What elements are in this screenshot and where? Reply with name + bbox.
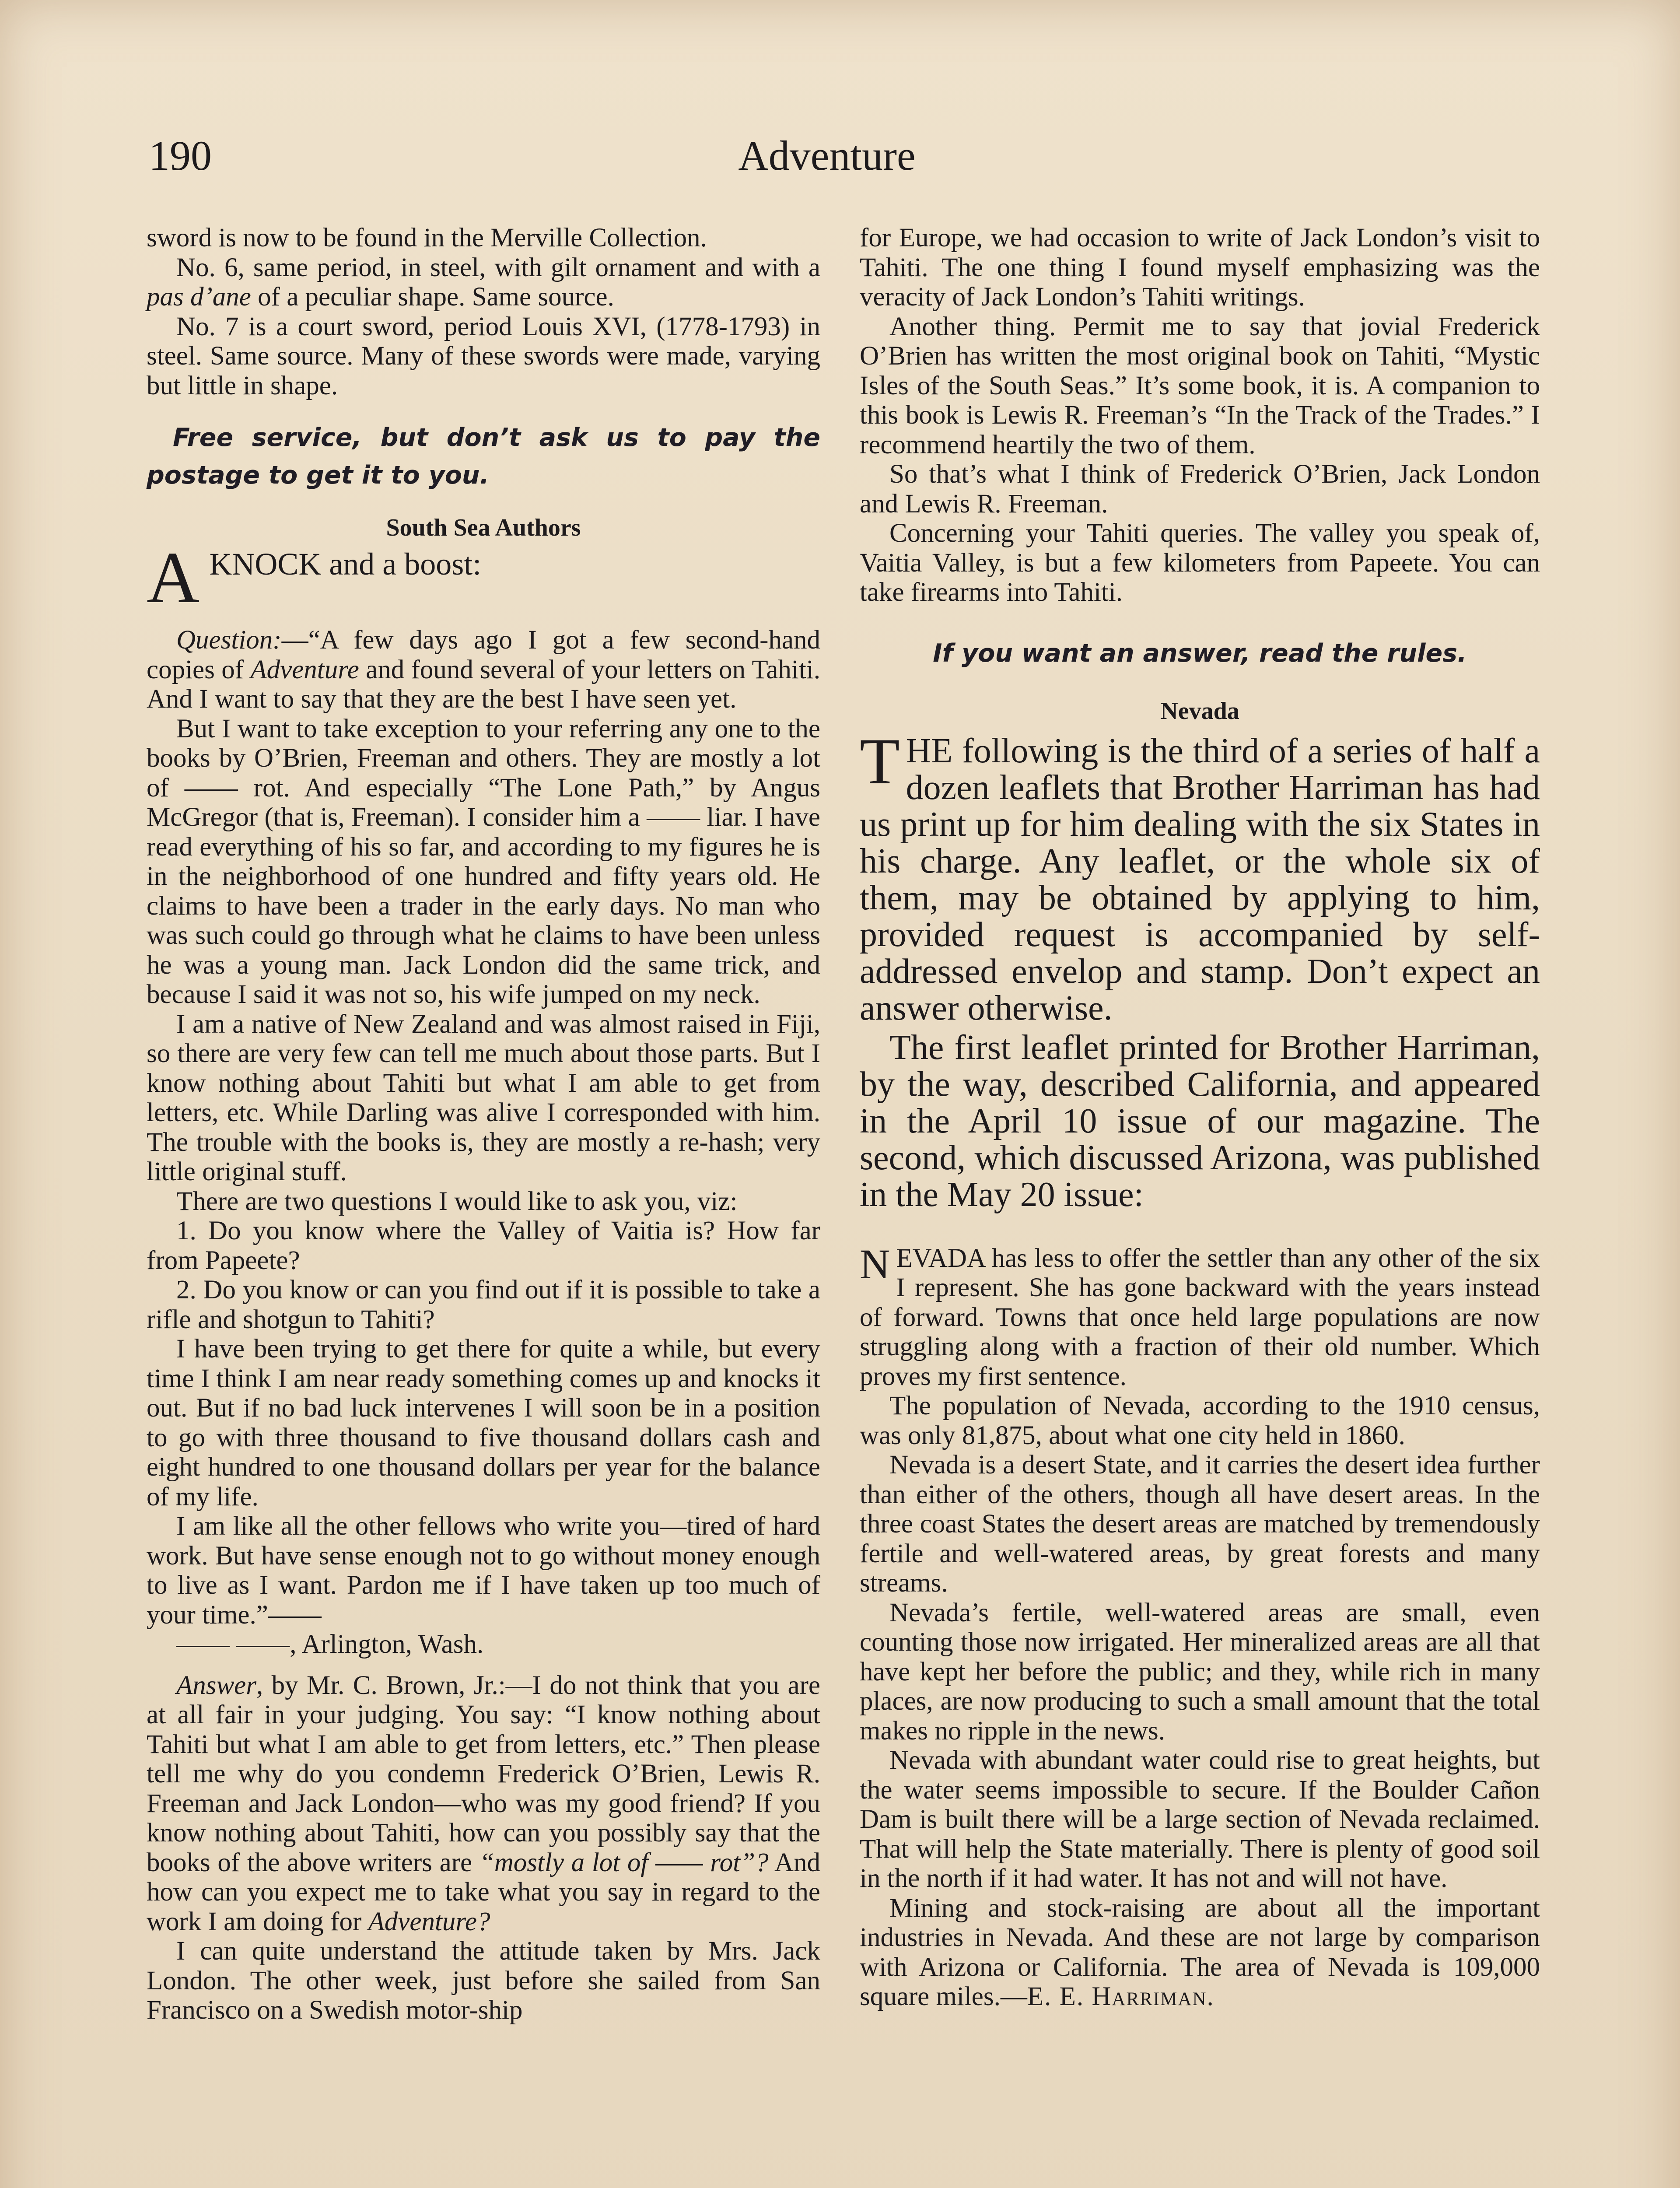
paragraph: sword is now to be found in the Merville Collection. [147, 223, 707, 252]
signature: —— ——, Arlington, Wash. [176, 1630, 484, 1659]
paragraph: 1. Do you know where the Valley of Vaitia is? How far from Papeete? [147, 1216, 820, 1275]
lead-paragraph: AKNOCK and a boost: [147, 537, 482, 618]
page-header [149, 131, 1592, 188]
drop-cap: A [147, 537, 200, 618]
section-heading-nevada: Nevada [1160, 697, 1239, 725]
paragraph: Nevada’s fertile, well-watered areas are small, even counting those now irrigated. Her mineralized areas are all that have kept her before the public; and they, while rich in many places, are now producing to such a small amount that the total makes no ripple in the news. [860, 1598, 1540, 1746]
paragraph: I am a native of New Zealand and was almost raised in Fiji, so there are very few can tell me much about those parts. But I know nothing about Tahiti but what I am able to get from letters, etc. While Darling was alive I corresponded with him. The trouble with the books is, they are mostly a re-hash; very little original stuff. [147, 1009, 820, 1186]
paragraph: So that’s what I think of Frederick O’Brien, Jack London and Lewis R. Freeman. [860, 459, 1540, 519]
paragraph: Nevada is a desert State, and it carries the desert idea further than either of the others, though all have desert areas. In the three coast States the desert areas are matched by tremendously fertile and well-watered areas, by great forests and many streams. [860, 1450, 1540, 1598]
question-paragraph: Question:—“A few days ago I got a few second-hand copies of Adventure and found several of your letters on Tahiti. And I want to say that they are the best I have seen yet. [147, 625, 820, 714]
slogan-read-the-rules: If you want an answer, read the rules. [933, 638, 1467, 668]
paragraph: 2. Do you know or can you find out if it is possible to take a rifle and shotgun to Tahiti? [147, 1275, 820, 1334]
paragraph: The population of Nevada, according to the 1910 census, was only 81,875, about what one city held in 1860. [860, 1391, 1540, 1450]
slogan-free-service: Free service, but don’t ask us to pay the postage to get it to you. [147, 423, 820, 490]
paragraph: I have been trying to get there for quite a while, but every time I think I am near ready something comes up and knocks it out. But if no bad luck intervenes I will soon be in a position to go with three thousand to five thousand dollars cash and eight hundred to one thousand dollars per year for the balance of my life. [147, 1334, 820, 1511]
paragraph: The first leaflet printed for Brother Harriman, by the way, described California, and appeared in the April 10 issue of our magazine. The second, which discussed Arizona, was published in the May 20 issue: [860, 1028, 1540, 1214]
paragraph: There are two questions I would like to ask you, viz: [176, 1186, 738, 1216]
left-column [147, 223, 820, 2025]
answer-paragraph: Answer, by Mr. C. Brown, Jr.:—I do not think that you are at all fair in your judging. You say: “I know nothing about Tahiti but what I am able to get from letters, etc.” Then please tell me why do you condemn Frederick O’Brien, Lewis R. Freeman and Jack London—who was my good friend? If you know nothing about Tahiti, how can you possibly say that the books of the above writers are “mostly a lot of —— rot”? And how can you expect me to take what you say in regard to the work I am doing for Adventure? [147, 1670, 821, 1936]
right-column [860, 223, 1540, 2012]
paragraph: Nevada with abundant water could rise to great heights, but the water seems impossible to secure. If the Boulder Cañon Dam is built there will be a large section of Nevada reclaimed. That will help the State materially. There is plenty of good soil in the north if it had water. It has not and will not have. [860, 1746, 1540, 1893]
paragraph: But I want to take exception to your referring any one to the books by O’Brien, Freeman and others. They are mostly a lot of —— rot. And especially “The Lone Path,” by Angus McGregor (that is, Freeman). I consider him a —— liar. I have read everything of his so far, and according to my figures he is in the neighborhood of one hundred and fifty years old. He claims to have been a trader in the early days. No man who was such could go through what he claims to have been unless he was a young man. Jack London did the same trick, and because I said it was not so, his wife jumped on my neck. [147, 714, 820, 1009]
leaflet-paragraph: NEVADA has less to offer the settler than any other of the six I represent. She has gone backward with the years instead of forward. Towns that once held large populations are now struggling along with a fraction of their old number. Which proves my first sentence. [860, 1240, 1540, 1391]
drop-cap: T [860, 725, 900, 798]
paragraph: No. 7 is a court sword, period Louis XVI, (1778-1793) in steel. Same source. Many of these swords were made, varying but little in shape. [147, 312, 820, 400]
paragraph: for Europe, we had occasion to write of Jack London’s visit to Tahiti. The one thing I found myself emphasizing was the veracity of Jack London’s Tahiti writings. [860, 223, 1540, 312]
paragraph: I can quite understand the attitude taken by Mrs. Jack London. The other week, just before she sailed from San Francisco on a Swedish motor-ship [147, 1936, 820, 2025]
paragraph: Concerning your Tahiti queries. The valley you speak of, Vaitia Valley, is but a few kilometers from Papeete. You can take firearms into Tahiti. [860, 519, 1540, 607]
running-title: Adventure [738, 132, 916, 179]
paragraph: Another thing. Permit me to say that jovial Frederick O’Brien has written the most original book on Tahiti, “Mystic Isles of the South Seas.” It’s some book, it is. A companion to this book is Lewis R. Freeman’s “In the Track of the Trades.” I recommend heartily the two of them. [860, 312, 1540, 459]
page-number: 190 [149, 132, 212, 179]
author-signature: E. E. Harriman. [1027, 1982, 1214, 2011]
paragraph: I am like all the other fellows who write you—tired of hard work. But have sense enough not to go without money enough to live as I want. Pardon me if I have taken up too much of your time.”—— [147, 1511, 820, 1630]
paragraph: No. 6, same period, in steel, with gilt ornament and with a pas d’ane of a peculiar shape. Same source. [147, 252, 820, 312]
section-heading-south-sea-authors: South Sea Authors [386, 514, 581, 541]
paragraph: Mining and stock-raising are about all the important industries in Nevada. And these are not large by comparison with Arizona or California. The area of Nevada is 109,000 square miles.—E. E. Harriman. [860, 1893, 1540, 2011]
drop-cap: N [860, 1240, 890, 1287]
lead-paragraph: THE following is the third of a series of half a dozen leaflets that Brother Harriman has had us print up for him dealing with the six States in his charge. Any leaflet, or the whole six of them, may be obtained by applying to him, provided request is accompanied by self-addressed envelop and stamp. Don’t expect an answer otherwise. [860, 725, 1540, 1027]
